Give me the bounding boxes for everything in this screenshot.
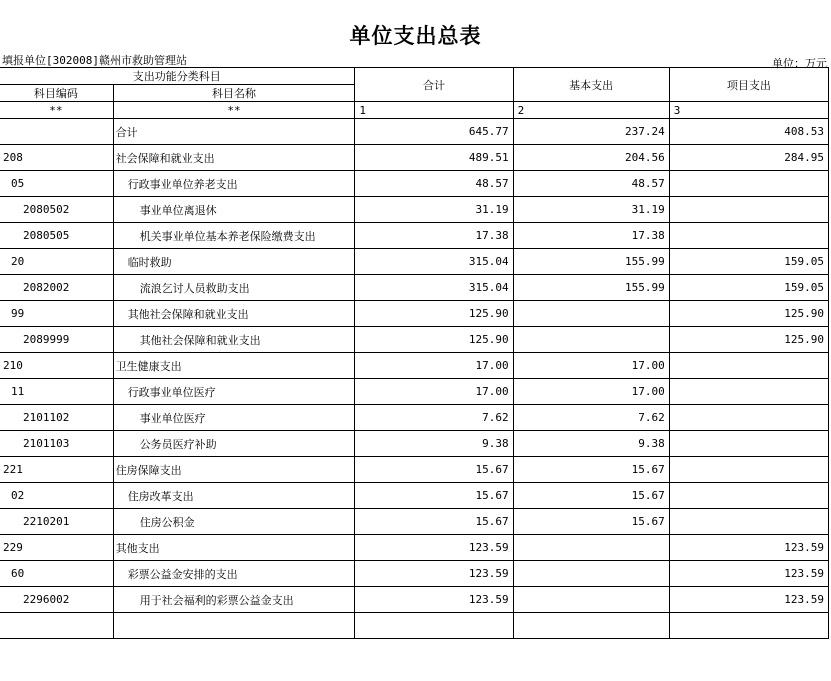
project-expenditure-cell: 408.53 (669, 119, 828, 145)
table-row (0, 171, 829, 197)
basic-expenditure-cell: 7.62 (513, 405, 669, 431)
subject-name-cell: 公务员医疗补助 (113, 431, 355, 457)
project-expenditure-cell (669, 197, 828, 223)
subject-name-cell: 行政事业单位医疗 (113, 379, 355, 405)
currency-unit: 单位：万元 (772, 57, 827, 70)
subject-name-cell: 其他社会保障和就业支出 (113, 327, 355, 353)
basic-expenditure-cell (513, 613, 669, 639)
total-cell: 15.67 (355, 483, 513, 509)
header-code-mark: ** (0, 102, 113, 119)
subject-name-cell: 用于社会福利的彩票公益金支出 (113, 587, 355, 613)
table-body (0, 119, 829, 639)
table-row (0, 197, 829, 223)
subject-code-cell: 05 (0, 171, 113, 197)
header-col-index-1: 1 (355, 102, 513, 119)
subject-code-cell: 60 (0, 561, 113, 587)
subject-code-cell: 2101102 (0, 405, 113, 431)
total-cell: 9.38 (355, 431, 513, 457)
subject-code-cell: 2080502 (0, 197, 113, 223)
basic-expenditure-cell: 9.38 (513, 431, 669, 457)
total-cell: 17.00 (355, 379, 513, 405)
table-row (0, 483, 829, 509)
table-row (0, 275, 829, 301)
total-cell (355, 613, 513, 639)
subject-name-cell: 住房保障支出 (113, 457, 355, 483)
table-row (0, 145, 829, 171)
total-cell: 7.62 (355, 405, 513, 431)
header-total: 合计 (355, 68, 513, 102)
table-row (0, 431, 829, 457)
subject-code-cell: 2080505 (0, 223, 113, 249)
project-expenditure-cell (669, 379, 828, 405)
table-row (0, 457, 829, 483)
total-cell: 17.38 (355, 223, 513, 249)
subject-name-cell: 其他支出 (113, 535, 355, 561)
project-expenditure-cell (669, 457, 828, 483)
subject-name-cell: 社会保障和就业支出 (113, 145, 355, 171)
table-row (0, 535, 829, 561)
subject-name-cell: 卫生健康支出 (113, 353, 355, 379)
project-expenditure-cell (669, 509, 828, 535)
table-row (0, 587, 829, 613)
subject-code-cell: 208 (0, 145, 113, 171)
table-row (0, 561, 829, 587)
basic-expenditure-cell: 237.24 (513, 119, 669, 145)
subject-name-cell: 流浪乞讨人员救助支出 (113, 275, 355, 301)
project-expenditure-cell: 159.05 (669, 275, 828, 301)
subject-name-cell: 彩票公益金安排的支出 (113, 561, 355, 587)
basic-expenditure-cell: 155.99 (513, 275, 669, 301)
subject-name-cell (113, 613, 355, 639)
basic-expenditure-cell (513, 301, 669, 327)
basic-expenditure-cell (513, 535, 669, 561)
total-cell: 315.04 (355, 275, 513, 301)
total-cell: 645.77 (355, 119, 513, 145)
subject-code-cell: 210 (0, 353, 113, 379)
project-expenditure-cell (669, 431, 828, 457)
subject-code-cell: 221 (0, 457, 113, 483)
basic-expenditure-cell: 204.56 (513, 145, 669, 171)
table-row (0, 613, 829, 639)
total-cell: 15.67 (355, 457, 513, 483)
project-expenditure-cell: 123.59 (669, 535, 828, 561)
subject-code-cell: 2101103 (0, 431, 113, 457)
expenditure-table (0, 67, 829, 639)
total-cell: 125.90 (355, 327, 513, 353)
total-cell: 123.59 (355, 535, 513, 561)
table-row (0, 353, 829, 379)
table-row (0, 379, 829, 405)
total-cell: 489.51 (355, 145, 513, 171)
basic-expenditure-cell: 17.00 (513, 379, 669, 405)
subject-name-cell: 其他社会保障和就业支出 (113, 301, 355, 327)
basic-expenditure-cell: 31.19 (513, 197, 669, 223)
subject-name-cell: 合计 (113, 119, 355, 145)
subject-name-cell: 事业单位医疗 (113, 405, 355, 431)
basic-expenditure-cell: 17.00 (513, 353, 669, 379)
basic-expenditure-cell (513, 561, 669, 587)
project-expenditure-cell (669, 223, 828, 249)
total-cell: 15.67 (355, 509, 513, 535)
header-col-index-2: 2 (513, 102, 669, 119)
total-cell: 123.59 (355, 587, 513, 613)
project-expenditure-cell: 159.05 (669, 249, 828, 275)
subject-code-cell: 11 (0, 379, 113, 405)
project-expenditure-cell: 125.90 (669, 301, 828, 327)
project-expenditure-cell (669, 483, 828, 509)
basic-expenditure-cell: 15.67 (513, 457, 669, 483)
subject-name-cell: 临时救助 (113, 249, 355, 275)
subject-code-cell: 2082002 (0, 275, 113, 301)
subject-code-cell: 229 (0, 535, 113, 561)
project-expenditure-cell (669, 613, 828, 639)
project-expenditure-cell (669, 405, 828, 431)
reporting-unit: 填报单位[302008]赣州市救助管理站 (2, 54, 187, 67)
project-expenditure-cell: 123.59 (669, 587, 828, 613)
subject-code-cell (0, 613, 113, 639)
table-row (0, 327, 829, 353)
header-basic-expenditure: 基本支出 (513, 68, 669, 102)
total-cell: 315.04 (355, 249, 513, 275)
project-expenditure-cell: 284.95 (669, 145, 828, 171)
subject-name-cell: 住房公积金 (113, 509, 355, 535)
project-expenditure-cell: 125.90 (669, 327, 828, 353)
header-subject-code: 科目编码 (0, 85, 113, 102)
project-expenditure-cell (669, 353, 828, 379)
basic-expenditure-cell: 17.38 (513, 223, 669, 249)
table-row (0, 249, 829, 275)
total-cell: 17.00 (355, 353, 513, 379)
subject-code-cell: 20 (0, 249, 113, 275)
header-project-expenditure: 项目支出 (669, 68, 828, 102)
report-title: 单位支出总表 (349, 24, 482, 48)
table-row (0, 119, 829, 145)
table-row (0, 223, 829, 249)
table-row (0, 301, 829, 327)
subject-code-cell: 99 (0, 301, 113, 327)
table-row (0, 509, 829, 535)
subject-name-cell: 住房改革支出 (113, 483, 355, 509)
header-subject-name: 科目名称 (113, 85, 355, 102)
basic-expenditure-cell: 155.99 (513, 249, 669, 275)
project-expenditure-cell (669, 171, 828, 197)
basic-expenditure-cell (513, 327, 669, 353)
total-cell: 48.57 (355, 171, 513, 197)
subject-code-cell: 2089999 (0, 327, 113, 353)
subject-code-cell: 2296002 (0, 587, 113, 613)
basic-expenditure-cell: 48.57 (513, 171, 669, 197)
subject-code-cell: 2210201 (0, 509, 113, 535)
basic-expenditure-cell (513, 587, 669, 613)
table-row (0, 405, 829, 431)
total-cell: 123.59 (355, 561, 513, 587)
subject-code-cell (0, 119, 113, 145)
header-function-category: 支出功能分类科目 (0, 68, 355, 85)
header-col-index-3: 3 (669, 102, 828, 119)
subject-code-cell: 02 (0, 483, 113, 509)
basic-expenditure-cell: 15.67 (513, 483, 669, 509)
subject-name-cell: 机关事业单位基本养老保险缴费支出 (113, 223, 355, 249)
total-cell: 125.90 (355, 301, 513, 327)
header-name-mark: ** (113, 102, 355, 119)
subject-name-cell: 事业单位离退休 (113, 197, 355, 223)
total-cell: 31.19 (355, 197, 513, 223)
subject-name-cell: 行政事业单位养老支出 (113, 171, 355, 197)
project-expenditure-cell: 123.59 (669, 561, 828, 587)
basic-expenditure-cell: 15.67 (513, 509, 669, 535)
